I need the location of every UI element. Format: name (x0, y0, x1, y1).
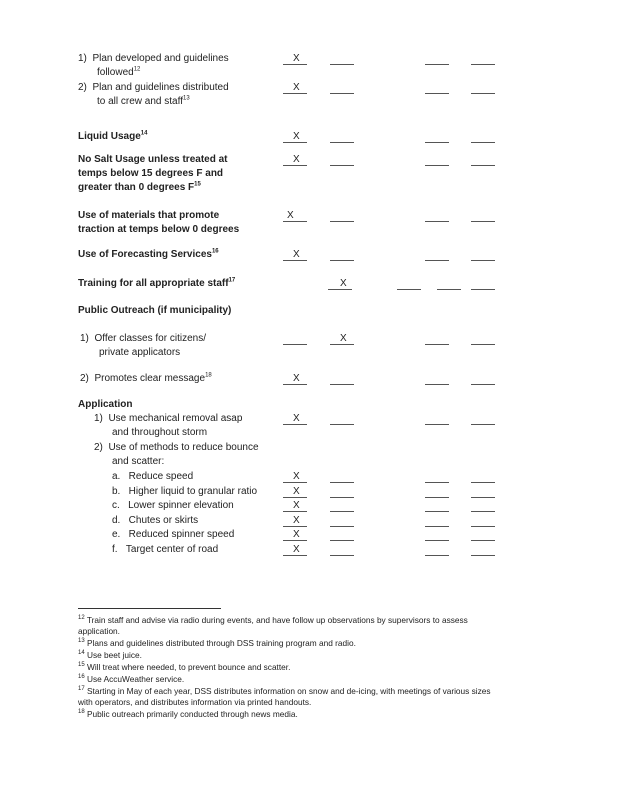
check-mark: X (293, 154, 300, 165)
item-no-salt: No Salt Usage unless treated at (78, 154, 228, 165)
blank-line (330, 511, 354, 512)
blank-line (425, 526, 449, 527)
blank-line (330, 497, 354, 498)
blank-line (471, 289, 495, 290)
footnote-17-cont: with operators, and distributes information via printed handouts. (78, 697, 312, 707)
blank-line (471, 482, 495, 483)
blank-line (330, 526, 354, 527)
footnote-12: $^{12}$ Train staff and advise via radio during events, and have follow up observations by supervisors to assess (78, 615, 468, 625)
check-mark: X (293, 413, 300, 424)
blank-line (330, 384, 354, 385)
footnote-rule (78, 608, 221, 609)
blank-line (471, 64, 495, 65)
blank-line (471, 93, 495, 94)
check-mark: X (293, 373, 300, 384)
footnote-13: $^{13}$ Plans and guidelines distributed through DSS training program and radio. (78, 638, 356, 648)
item-forecasting: Use of Forecasting Services$^{16}$ (78, 248, 219, 260)
item-offer-classes: 1) Offer classes for citizens/ (80, 333, 206, 344)
blank-line (425, 165, 449, 166)
check-mark: X (293, 82, 300, 93)
check-mark: X (287, 210, 294, 221)
footnote-15: $^{15}$ Will treat where needed, to prevent bounce and scatter. (78, 662, 291, 672)
item-center-road: f. Target center of road (112, 544, 219, 555)
blank-line (425, 221, 449, 222)
blank-line (330, 424, 354, 425)
blank-line (437, 289, 461, 290)
item-reduce-speed: a. Reduce speed (112, 471, 194, 482)
check-mark: X (293, 544, 300, 555)
footnote-12-cont: application. (78, 626, 120, 636)
check-mark: X (293, 515, 300, 526)
item-traction-cont: traction at temps below 0 degrees (78, 224, 240, 235)
check-mark: X (293, 486, 300, 497)
item-spinner-elevation: c. Lower spinner elevation (112, 500, 234, 511)
item-chutes-skirts: d. Chutes or skirts (112, 515, 199, 526)
footnote-18: $^{18}$ Public outreach primarily conducted through news media. (78, 709, 298, 719)
blank-line (425, 384, 449, 385)
check-mark: X (340, 333, 347, 344)
blank-line (330, 165, 354, 166)
blank-line (425, 511, 449, 512)
blank-line (425, 64, 449, 65)
item-plan-distributed: 2) Plan and guidelines distributed (78, 82, 229, 93)
item-traction: Use of materials that promote (78, 210, 220, 221)
blank-line (330, 93, 354, 94)
item-reduce-bounce-cont: and scatter: (112, 456, 165, 467)
item-training: Training for all appropriate staff$^{17}$ (78, 277, 236, 289)
blank-line (330, 64, 354, 65)
blank-line (283, 344, 307, 345)
blank-line (471, 221, 495, 222)
blank-line (330, 260, 354, 261)
blank-line (330, 221, 354, 222)
item-mechanical-removal: 1) Use mechanical removal asap (94, 413, 243, 424)
blank-line (425, 344, 449, 345)
blank-line (471, 424, 495, 425)
footnote-16: $^{16}$ Use AccuWeather service. (78, 674, 185, 684)
blank-line (330, 482, 354, 483)
item-liquid-ratio: b. Higher liquid to granular ratio (112, 486, 258, 497)
blank-line (397, 289, 421, 290)
blank-line (471, 540, 495, 541)
section-application: Application (78, 399, 133, 410)
blank-line (471, 260, 495, 261)
blank-line (471, 142, 495, 143)
check-mark: X (293, 471, 300, 482)
blank-line (425, 424, 449, 425)
blank-line (425, 93, 449, 94)
blank-line (330, 555, 354, 556)
item-plan-developed: 1) Plan developed and guidelines (78, 53, 229, 64)
item-plan-developed-cont: followed$^{12}$ (97, 66, 141, 78)
footnote-17: $^{17}$ Starting in May of each year, DSS distributes information on snow and de-icing, with meetings of various sizes (78, 686, 491, 696)
blank-line (471, 165, 495, 166)
check-mark: X (293, 529, 300, 540)
item-liquid-usage: Liquid Usage$^{14}$ (78, 130, 148, 142)
footnote-14: $^{14}$ Use beet juice. (78, 650, 142, 660)
item-no-salt-cont: temps below 15 degrees F and (78, 168, 224, 179)
blank-line (425, 142, 449, 143)
blank-line (471, 526, 495, 527)
item-offer-classes-cont: private applicators (99, 347, 181, 358)
blank-line (330, 142, 354, 143)
blank-line (471, 555, 495, 556)
item-plan-distributed-cont: to all crew and staff$^{13}$ (97, 95, 190, 107)
item-spinner-speed: e. Reduced spinner speed (112, 529, 235, 540)
item-mechanical-removal-cont: and throughout storm (112, 427, 208, 438)
blank-line (471, 497, 495, 498)
check-mark: X (293, 53, 300, 64)
blank-line (425, 555, 449, 556)
blank-line (425, 260, 449, 261)
blank-line (471, 384, 495, 385)
item-clear-message: 2) Promotes clear message$^{18}$ (80, 372, 212, 384)
blank-line (425, 482, 449, 483)
check-mark: X (340, 278, 347, 289)
blank-line (330, 540, 354, 541)
item-no-salt-cont2: greater than 0 degrees $F^{15}$ (78, 181, 201, 193)
check-mark: X (293, 249, 300, 260)
blank-line (471, 344, 495, 345)
item-reduce-bounce: 2) Use of methods to reduce bounce (94, 442, 259, 453)
check-mark: X (293, 131, 300, 142)
blank-line (471, 511, 495, 512)
section-public-outreach: Public Outreach (if municipality) (78, 305, 232, 316)
blank-line (425, 540, 449, 541)
blank-line (425, 497, 449, 498)
check-mark: X (293, 500, 300, 511)
